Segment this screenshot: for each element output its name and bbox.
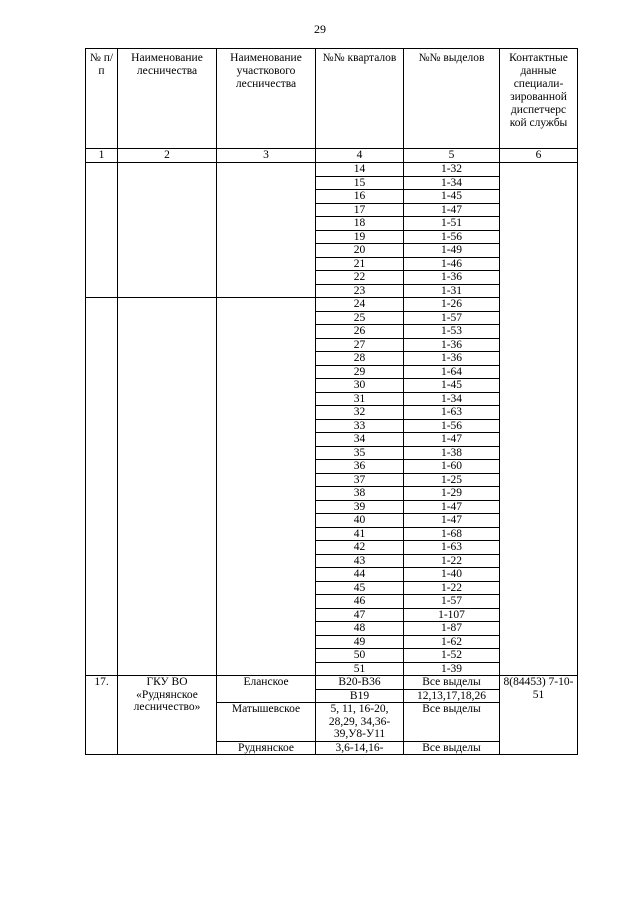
empty-cell xyxy=(217,298,316,676)
table-row xyxy=(86,163,578,177)
quarter-number: 49 xyxy=(316,635,404,649)
quarter-number: 47 xyxy=(316,608,404,622)
allotment-range: 1-25 xyxy=(404,473,500,487)
allotment-range: 1-46 xyxy=(404,257,500,271)
allotment-range: 1-68 xyxy=(404,527,500,541)
header-cell: Контактные данные специали-зированной диспетчерс кой службы xyxy=(500,49,578,149)
allotment-range: 1-64 xyxy=(404,365,500,379)
quarter-number: 50 xyxy=(316,649,404,663)
table-row xyxy=(86,676,578,690)
allotment-range: 1-31 xyxy=(404,284,500,298)
quarter-number: В19 xyxy=(316,689,404,703)
allotment-range: 1-62 xyxy=(404,635,500,649)
allotment-range: 1-60 xyxy=(404,460,500,474)
quarter-number: 31 xyxy=(316,392,404,406)
quarter-number: 51 xyxy=(316,662,404,676)
quarter-number: 5, 11, 16-20, 28,29, 34,36-39,У8-У11 xyxy=(316,703,404,742)
header-cell: Наименование лесничества xyxy=(118,49,217,149)
allotment-range: 1-56 xyxy=(404,419,500,433)
quarter-number: 42 xyxy=(316,541,404,555)
allotment-range: Все выделы xyxy=(404,703,500,742)
quarter-number: 32 xyxy=(316,406,404,420)
quarter-number: 27 xyxy=(316,338,404,352)
quarter-number: 28 xyxy=(316,352,404,366)
quarter-number: 35 xyxy=(316,446,404,460)
allotment-range: 1-57 xyxy=(404,311,500,325)
allotment-range: Все выделы xyxy=(404,676,500,690)
quarter-number: 46 xyxy=(316,595,404,609)
quarter-number: 45 xyxy=(316,581,404,595)
allotment-range: 1-36 xyxy=(404,338,500,352)
column-number: 3 xyxy=(217,149,316,163)
empty-cell xyxy=(86,163,118,298)
column-number: 1 xyxy=(86,149,118,163)
forestry-name: ГКУ ВО «Руднянское лесничество» xyxy=(118,676,217,755)
quarter-number: 44 xyxy=(316,568,404,582)
quarter-number: 29 xyxy=(316,365,404,379)
district-name: Еланское xyxy=(217,676,316,703)
allotment-range: 1-87 xyxy=(404,622,500,636)
quarter-number: 43 xyxy=(316,554,404,568)
allotment-range: 1-47 xyxy=(404,500,500,514)
allotment-range: Все выделы xyxy=(404,741,500,755)
allotment-range: 1-47 xyxy=(404,433,500,447)
allotment-range: 1-47 xyxy=(404,514,500,528)
quarter-number: 14 xyxy=(316,163,404,177)
empty-cell xyxy=(118,298,217,676)
allotment-range: 1-51 xyxy=(404,217,500,231)
entry-number: 17. xyxy=(86,676,118,755)
quarter-number: 36 xyxy=(316,460,404,474)
column-number-row xyxy=(86,149,578,163)
empty-cell xyxy=(86,298,118,676)
allotment-range: 1-57 xyxy=(404,595,500,609)
allotment-range: 1-63 xyxy=(404,541,500,555)
quarter-number: 30 xyxy=(316,379,404,393)
allotment-range: 1-38 xyxy=(404,446,500,460)
quarter-number: 15 xyxy=(316,176,404,190)
quarter-number: 25 xyxy=(316,311,404,325)
allotment-range: 1-107 xyxy=(404,608,500,622)
quarter-number: 41 xyxy=(316,527,404,541)
header-row xyxy=(86,49,578,149)
header-cell: Наименование участкового лесничества xyxy=(217,49,316,149)
allotment-range: 1-22 xyxy=(404,581,500,595)
quarter-number: 38 xyxy=(316,487,404,501)
allotment-range: 1-49 xyxy=(404,244,500,258)
quarter-number: 3,6-14,16- xyxy=(316,741,404,755)
column-number: 4 xyxy=(316,149,404,163)
quarter-number: 23 xyxy=(316,284,404,298)
quarter-number: 19 xyxy=(316,230,404,244)
quarter-number: 39 xyxy=(316,500,404,514)
quarter-number: 48 xyxy=(316,622,404,636)
empty-cell xyxy=(500,163,578,676)
header-cell: №№ выделов xyxy=(404,49,500,149)
column-number: 2 xyxy=(118,149,217,163)
allotment-range: 1-45 xyxy=(404,190,500,204)
header-cell: № п/п xyxy=(86,49,118,149)
empty-cell xyxy=(118,163,217,298)
header-cell: №№ кварталов xyxy=(316,49,404,149)
quarter-number: 22 xyxy=(316,271,404,285)
allotment-range: 1-53 xyxy=(404,325,500,339)
allotment-range: 12,13,17,18,26 xyxy=(404,689,500,703)
page-number: 29 xyxy=(314,22,326,36)
quarter-number: 17 xyxy=(316,203,404,217)
quarter-number: В20-В36 xyxy=(316,676,404,690)
contact-info: 8(84453) 7-10-51 xyxy=(500,676,578,755)
allotment-range: 1-39 xyxy=(404,662,500,676)
quarter-number: 26 xyxy=(316,325,404,339)
allotment-range: 1-26 xyxy=(404,298,500,312)
allotment-range: 1-56 xyxy=(404,230,500,244)
district-name: Руднянское xyxy=(217,741,316,755)
allotment-range: 1-32 xyxy=(404,163,500,177)
allotment-range: 1-36 xyxy=(404,352,500,366)
allotment-range: 1-36 xyxy=(404,271,500,285)
allotment-range: 1-22 xyxy=(404,554,500,568)
allotment-range: 1-63 xyxy=(404,406,500,420)
quarter-number: 18 xyxy=(316,217,404,231)
allotment-range: 1-34 xyxy=(404,392,500,406)
quarter-number: 16 xyxy=(316,190,404,204)
quarter-number: 21 xyxy=(316,257,404,271)
allotment-range: 1-29 xyxy=(404,487,500,501)
quarter-number: 24 xyxy=(316,298,404,312)
column-number: 6 xyxy=(500,149,578,163)
allotment-range: 1-52 xyxy=(404,649,500,663)
district-name: Матышевское xyxy=(217,703,316,742)
quarter-number: 34 xyxy=(316,433,404,447)
allotment-range: 1-34 xyxy=(404,176,500,190)
quarter-number: 40 xyxy=(316,514,404,528)
empty-cell xyxy=(217,163,316,298)
allotment-range: 1-47 xyxy=(404,203,500,217)
quarter-number: 37 xyxy=(316,473,404,487)
quarter-number: 20 xyxy=(316,244,404,258)
quarter-number: 33 xyxy=(316,419,404,433)
allotment-range: 1-40 xyxy=(404,568,500,582)
column-number: 5 xyxy=(404,149,500,163)
forestry-table xyxy=(85,48,578,755)
allotment-range: 1-45 xyxy=(404,379,500,393)
